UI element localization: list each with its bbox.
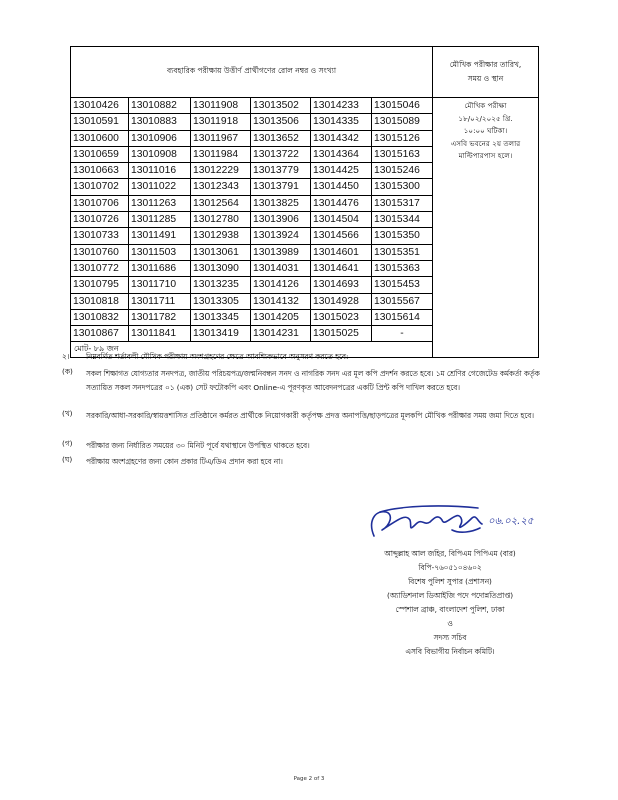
roll-number-cell: 13015163 <box>372 146 433 162</box>
roll-number-cell: 13010706 <box>71 195 129 211</box>
viva-schedule-cell <box>433 98 539 358</box>
table-row <box>71 98 539 114</box>
roll-number-cell: 13014126 <box>251 277 311 293</box>
roll-number-cell: 13011263 <box>129 195 191 211</box>
roll-number-cell: 13010882 <box>129 98 191 114</box>
roll-number-cell: 13015046 <box>372 98 433 114</box>
signatory-designation: বিশেষ পুলিশ সুপার (প্রশাসন) <box>408 577 492 586</box>
total-count: মোট- ৮৯ জন <box>71 342 433 358</box>
viva-schedule-line: মৌখিক পরীক্ষা <box>464 101 507 110</box>
roll-number-cell: 13010733 <box>71 228 129 244</box>
roll-number-cell: 13011908 <box>191 98 251 114</box>
roll-number-cell: 13014928 <box>311 293 372 309</box>
roll-number-cell: 13011710 <box>129 277 191 293</box>
signatory-name: আব্দুল্লাহ আল জহির, বিপিএম পিপিএম (বার) <box>384 549 516 558</box>
roll-number-cell: 13013989 <box>251 244 311 260</box>
roll-number-cell: 13014693 <box>311 277 372 293</box>
roll-number-cell: 13011841 <box>129 326 191 342</box>
roll-number-cell: 13015246 <box>372 163 433 179</box>
signatory-and: ও <box>447 619 453 628</box>
conditions-heading: নিম্নবর্ণিত শর্তাবলী মৌখিক পরীক্ষায় অংশগ্রহণের ক্ষেত্রে আবশ্যিকভাবে অনুসরণ করতে হবে: <box>86 352 349 361</box>
viva-schedule-line: ১৮/০২/২০২৫ খ্রি. <box>458 113 513 123</box>
results-table <box>70 46 539 358</box>
condition-label: (ক) <box>62 367 73 376</box>
roll-number-cell: 13010591 <box>71 114 129 130</box>
roll-number-cell: 13010426 <box>71 98 129 114</box>
page-footer: Page 2 of 3 <box>293 776 325 782</box>
signatory-role: সদস্য সচিব <box>433 633 467 642</box>
roll-number-cell: 13010702 <box>71 179 129 195</box>
section-number: ২। <box>62 352 70 361</box>
roll-number-cell: 13014233 <box>311 98 372 114</box>
table-header-main: ব্যবহারিক পরীক্ষায় উত্তীর্ণ প্রার্থীগণের রোল নম্বর ও সংখ্যা <box>71 47 433 98</box>
roll-number-cell: 13015089 <box>372 114 433 130</box>
roll-number-cell: 13010600 <box>71 130 129 146</box>
table-body <box>71 98 539 358</box>
roll-number-cell: 13010908 <box>129 146 191 162</box>
condition-text: পরীক্ষার জন্য নির্ধারিত সময়ের ৩০ মিনিট পূর্বে যথাস্থানে উপস্থিত থাকতে হবে। <box>86 441 310 450</box>
roll-number-cell: 13014504 <box>311 212 372 228</box>
roll-number-cell: 13010867 <box>71 326 129 342</box>
roll-number-cell: 13015344 <box>372 212 433 228</box>
signatory-block <box>330 547 570 659</box>
roll-number-cell: 13013652 <box>251 130 311 146</box>
roll-number-cell: 13015567 <box>372 293 433 309</box>
signatory-committee: এসবি বিভাগীয় নির্বাচন কমিটি। <box>405 647 495 656</box>
roll-number-cell: 13014205 <box>251 309 311 325</box>
roll-number-cell: 13013506 <box>251 114 311 130</box>
roll-number-cell: 13015453 <box>372 277 433 293</box>
roll-number-cell: 13012564 <box>191 195 251 211</box>
roll-number-cell: 13013090 <box>191 260 251 276</box>
condition-text: পরীক্ষায় অংশগ্রহণের জন্য কোন প্রকার টিএ/ডিএ প্রদান করা হবে না। <box>86 457 283 466</box>
roll-number-cell: 13014566 <box>311 228 372 244</box>
signatory-note: (অ্যাডিশনাল ডিআইজি পদে পদোন্নতিপ্রাপ্ত) <box>386 591 514 600</box>
roll-number-cell: 13011686 <box>129 260 191 276</box>
table-header-side-line: মৌখিক পরীক্ষার তারিখ, <box>449 60 522 69</box>
roll-number-cell: 13010906 <box>129 130 191 146</box>
condition-label: (খ) <box>62 409 73 418</box>
roll-number-cell: 13010832 <box>71 309 129 325</box>
roll-number-cell: 13010663 <box>71 163 129 179</box>
roll-number-cell: 13013825 <box>251 195 311 211</box>
viva-schedule-line: এসবি ভবনের ২য় তলার <box>450 138 521 148</box>
roll-number-cell: 13015025 <box>311 326 372 342</box>
roll-number-cell: 13014364 <box>311 146 372 162</box>
roll-number-cell: 13013345 <box>191 309 251 325</box>
roll-number-cell: 13013305 <box>191 293 251 309</box>
roll-number-cell: 13014476 <box>311 195 372 211</box>
roll-number-cell: 13011016 <box>129 163 191 179</box>
roll-number-cell: 13010818 <box>71 293 129 309</box>
roll-number-cell: 13013722 <box>251 146 311 162</box>
roll-number-cell: 13013061 <box>191 244 251 260</box>
roll-number-cell: - <box>372 326 433 342</box>
roll-number-cell: 13011022 <box>129 179 191 195</box>
roll-number-cell: 13014231 <box>251 326 311 342</box>
roll-number-cell: 13011491 <box>129 228 191 244</box>
roll-number-cell: 13010659 <box>71 146 129 162</box>
condition-label: (ঘ) <box>62 455 73 464</box>
roll-number-cell: 13013924 <box>251 228 311 244</box>
roll-number-cell: 13014342 <box>311 130 372 146</box>
roll-number-cell: 13013791 <box>251 179 311 195</box>
table-header-side <box>433 47 539 98</box>
roll-number-cell: 13015363 <box>372 260 433 276</box>
roll-number-cell: 13012780 <box>191 212 251 228</box>
roll-number-cell: 13013779 <box>251 163 311 179</box>
roll-number-cell: 13015317 <box>372 195 433 211</box>
roll-number-cell: 13014601 <box>311 244 372 260</box>
signature-date: ০৬.০২.২৫ <box>488 516 534 527</box>
signatory-office: স্পেশাল ব্রাঞ্চ, বাংলাদেশ পুলিশ, ঢাকা <box>395 605 505 614</box>
roll-number-cell: 13015614 <box>372 309 433 325</box>
roll-number-cell: 13012229 <box>191 163 251 179</box>
roll-number-cell: 13011285 <box>129 212 191 228</box>
roll-number-cell: 13012938 <box>191 228 251 244</box>
roll-number-cell: 13015023 <box>311 309 372 325</box>
roll-number-cell: 13015300 <box>372 179 433 195</box>
roll-number-cell: 13014132 <box>251 293 311 309</box>
roll-number-cell: 13015350 <box>372 228 433 244</box>
roll-number-cell: 13010795 <box>71 277 129 293</box>
roll-number-cell: 13014641 <box>311 260 372 276</box>
roll-number-cell: 13011503 <box>129 244 191 260</box>
roll-number-cell: 13015126 <box>372 130 433 146</box>
roll-number-cell: 13011984 <box>191 146 251 162</box>
roll-number-cell: 13011782 <box>129 309 191 325</box>
viva-schedule-line: ১০:০০ ঘটিকা। <box>463 126 508 135</box>
table-header-side-line: সময় ও স্থান <box>467 74 504 83</box>
condition-text: সকল শিক্ষাগত যোগ্যতার সনদপত্র, জাতীয় পরিচয়পত্র/জন্মনিবন্ধন সনদ ও নাগরিক সনদ এর মূল কপি প্রদর্শন করতে হবে। ১ম শ্রেণির গেজেটেড কর্মকর্তা কর্তৃক সত্যায়িত সকল সনদপত্রের ০১ (এক) সেট ফটোকপি এবং Online-এ পূরণকৃত আবেদনপত্রের একটি প্রিন্ট কপি দাখিল করতে হবে। <box>86 369 540 392</box>
viva-schedule-line: মাল্টিপারপাস হলে। <box>458 151 513 160</box>
signatory-bp: বিপি-৭৬০৫১০৪৬০২ <box>418 563 482 572</box>
roll-number-cell: 13010726 <box>71 212 129 228</box>
roll-number-cell: 13013502 <box>251 98 311 114</box>
roll-number-cell: 13010883 <box>129 114 191 130</box>
condition-label: (গ) <box>62 439 73 448</box>
roll-number-cell: 13014450 <box>311 179 372 195</box>
roll-number-cell: 13013419 <box>191 326 251 342</box>
roll-number-cell: 13014335 <box>311 114 372 130</box>
roll-number-cell: 13011918 <box>191 114 251 130</box>
roll-number-cell: 13015351 <box>372 244 433 260</box>
roll-number-cell: 13013235 <box>191 277 251 293</box>
roll-number-cell: 13013906 <box>251 212 311 228</box>
roll-number-cell: 13012343 <box>191 179 251 195</box>
roll-number-cell: 13011967 <box>191 130 251 146</box>
roll-number-cell: 13010772 <box>71 260 129 276</box>
condition-text: সরকারি/আধা-সরকারি/স্বায়ত্তশাসিত প্রতিষ্ঠানে কর্মরত প্রার্থীকে নিয়োগকারী কর্তৃপক্ষ প্রদত্ত অনাপত্তি/ছাড়পত্রের মূলকপি মৌখিক পরীক্ষার সময় জমা দিতে হবে। <box>86 411 534 420</box>
roll-number-cell: 13014031 <box>251 260 311 276</box>
roll-number-cell: 13010760 <box>71 244 129 260</box>
roll-number-cell: 13014425 <box>311 163 372 179</box>
roll-number-cell: 13011711 <box>129 293 191 309</box>
